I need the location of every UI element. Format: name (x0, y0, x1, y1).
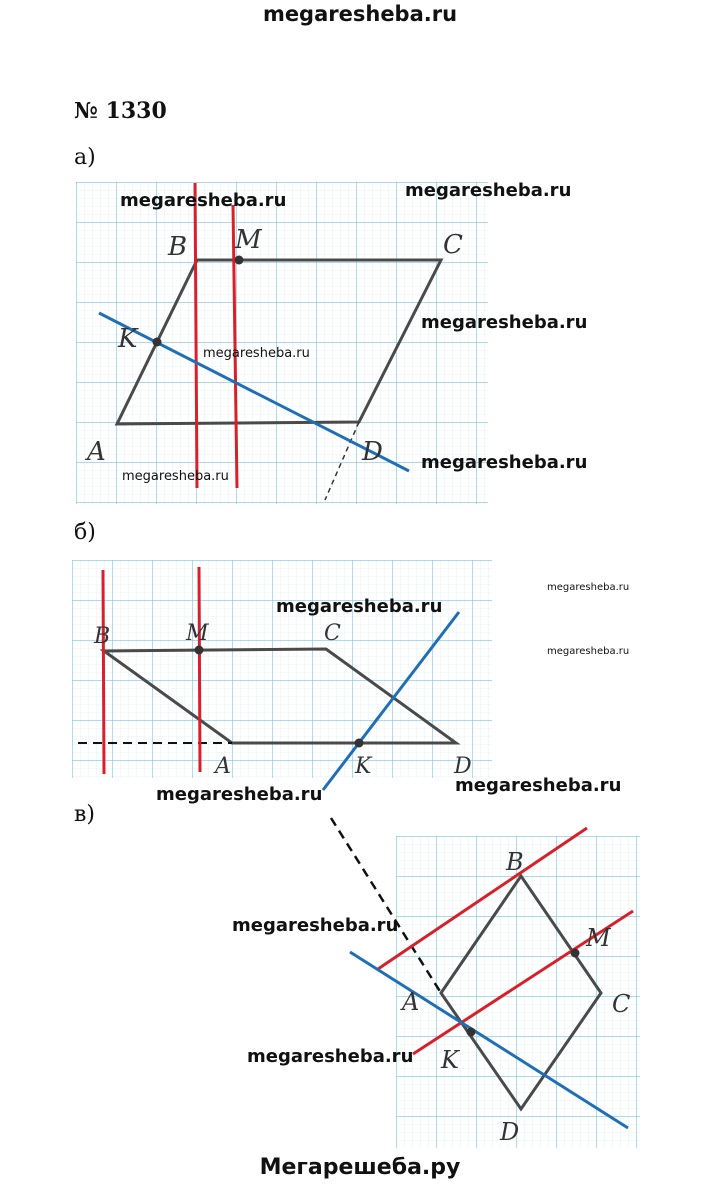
watermark-2: megaresheba.ru (405, 180, 572, 201)
site-footer: Мегарешеба.ру (259, 1155, 461, 1180)
label-m-c: M (586, 924, 611, 952)
point-k-a (153, 338, 162, 347)
watermark-10: megaresheba.ru (156, 784, 323, 805)
watermark-11: megaresheba.ru (455, 775, 622, 796)
point-k-b (355, 739, 364, 748)
point-m-a (235, 256, 244, 265)
site-header: megaresheba.ru (262, 2, 458, 26)
watermark-6: megaresheba.ru (122, 469, 229, 484)
label-m-a: M (235, 225, 262, 255)
part-a-label: а) (74, 145, 96, 170)
red-line-1-a (195, 183, 197, 488)
figure-c (331, 818, 640, 1148)
watermark-3: megaresheba.ru (421, 312, 588, 333)
label-k-a: K (118, 324, 138, 354)
label-a-c: A (402, 988, 420, 1016)
red-line-2-b (199, 567, 200, 772)
figure-b (72, 560, 492, 790)
part-c-label: в) (74, 802, 95, 827)
label-c-c: C (612, 990, 631, 1018)
label-c-b: C (324, 621, 341, 646)
watermark-8: megaresheba.ru (547, 582, 630, 593)
watermark-7: megaresheba.ru (276, 596, 443, 617)
label-k-b: K (355, 754, 372, 779)
label-c-a: C (443, 230, 463, 260)
problem-number: № 1330 (74, 98, 167, 124)
label-b-a: B (168, 232, 188, 262)
point-k-c (467, 1028, 476, 1037)
label-k-c: K (441, 1046, 459, 1074)
label-a-b: A (215, 754, 231, 779)
label-d-c: D (500, 1118, 520, 1146)
watermark-13: megaresheba.ru (247, 1046, 414, 1067)
watermark-1: megaresheba.ru (120, 190, 287, 211)
part-b-label: б) (74, 520, 96, 545)
label-m-b: M (186, 621, 209, 646)
label-b-b: B (94, 624, 111, 649)
label-a-a: A (87, 437, 106, 467)
label-d-b: D (454, 754, 472, 779)
label-b-c: B (506, 848, 524, 876)
label-d-a: D (362, 437, 383, 467)
watermark-4: megaresheba.ru (203, 346, 310, 361)
watermark-5: megaresheba.ru (421, 452, 588, 473)
red-line-1-b (103, 570, 104, 774)
point-m-b (195, 646, 204, 655)
watermark-12: megaresheba.ru (232, 915, 399, 936)
point-m-c (571, 949, 580, 958)
watermark-9: megaresheba.ru (547, 646, 630, 657)
